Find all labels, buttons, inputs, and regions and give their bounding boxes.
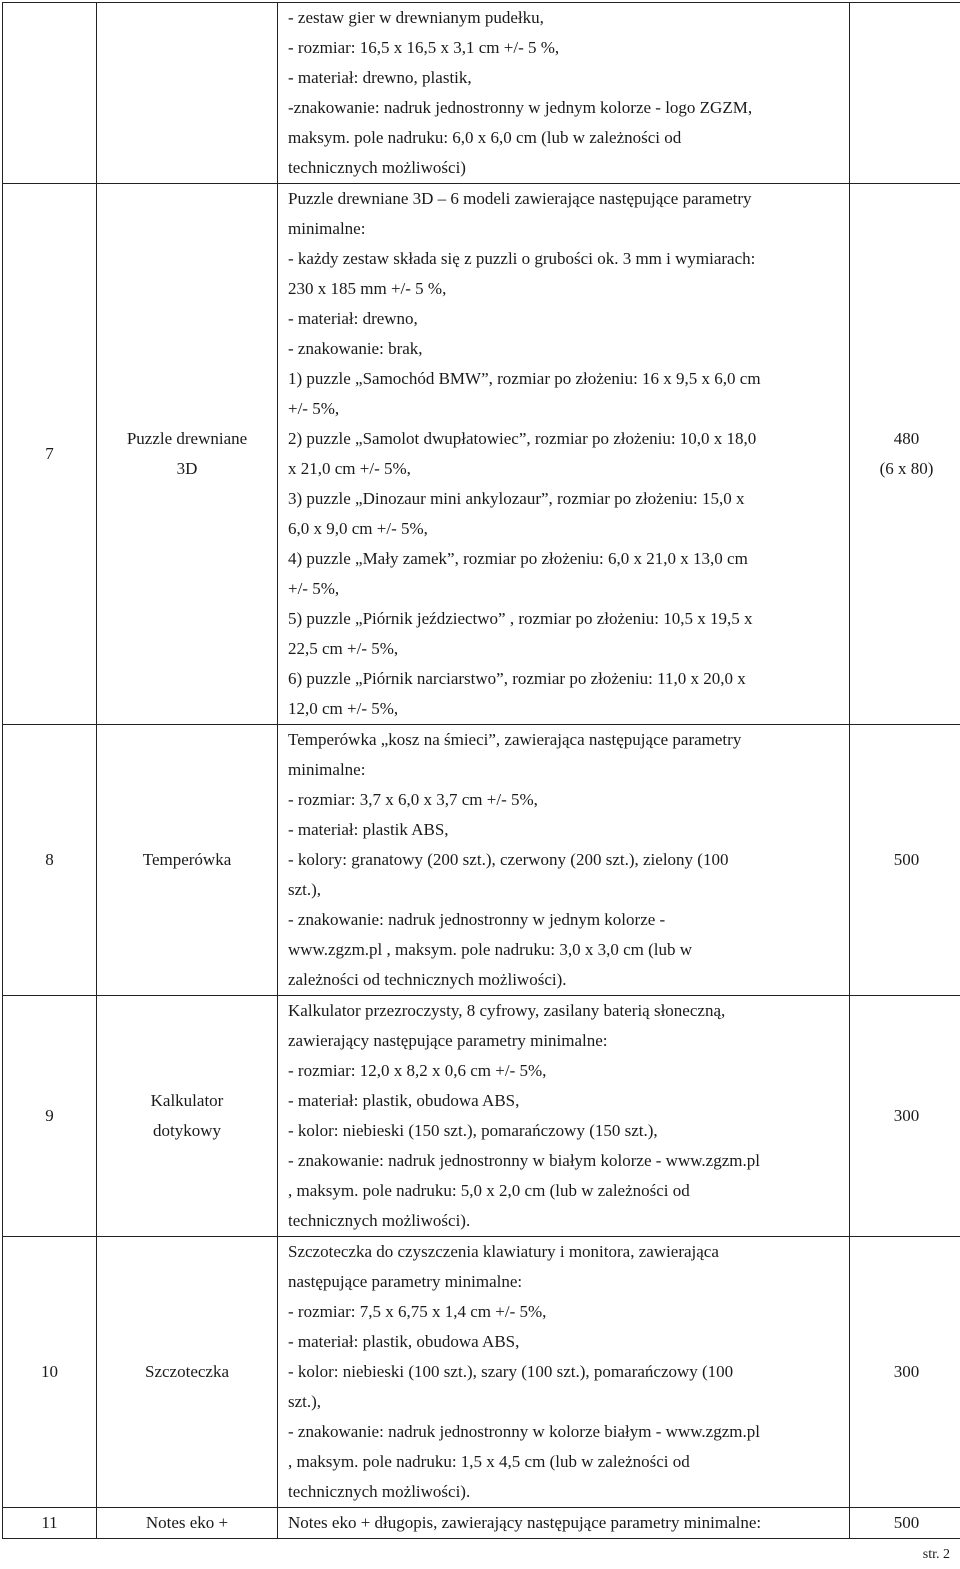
description-line: - zestaw gier w drewnianym pudełku, bbox=[288, 8, 544, 27]
item-name bbox=[97, 725, 278, 996]
item-name bbox=[97, 1237, 278, 1508]
quantity-line: 300 bbox=[893, 1106, 920, 1125]
description-line: szt.), bbox=[288, 880, 322, 899]
table-row bbox=[3, 725, 960, 996]
description-line: - rozmiar: 12,0 x 8,2 x 0,6 cm +/- 5%, bbox=[288, 1061, 547, 1080]
description-line: Puzzle drewniane 3D – 6 modeli zawierające następujące parametry bbox=[288, 189, 752, 208]
description-line: technicznych możliwości) bbox=[288, 158, 466, 177]
description-line: - kolor: niebieski (150 szt.), pomarańczowy (150 szt.), bbox=[288, 1121, 658, 1140]
description-line: maksym. pole nadruku: 6,0 x 6,0 cm (lub w zależności od bbox=[288, 128, 682, 147]
description-line: - materiał: plastik, obudowa ABS, bbox=[288, 1091, 520, 1110]
description-line: 6,0 x 9,0 cm +/- 5%, bbox=[288, 519, 428, 538]
description-line: - materiał: drewno, plastik, bbox=[288, 68, 472, 87]
description-line: - znakowanie: nadruk jednostronny w jednym kolorze - bbox=[288, 910, 666, 929]
item-number bbox=[3, 3, 97, 184]
description-line: 12,0 cm +/- 5%, bbox=[288, 699, 399, 718]
description-line: Kalkulator przezroczysty, 8 cyfrowy, zasilany baterią słoneczną, bbox=[288, 1001, 726, 1020]
item-description bbox=[278, 1237, 850, 1508]
description-line: - materiał: drewno, bbox=[288, 309, 418, 328]
table-row bbox=[3, 996, 960, 1237]
item-name bbox=[97, 3, 278, 184]
description-line: -znakowanie: nadruk jednostronny w jednym kolorze - logo ZGZM, bbox=[288, 98, 753, 117]
description-line: - materiał: plastik, obudowa ABS, bbox=[288, 1332, 520, 1351]
item-name-line: dotykowy bbox=[153, 1121, 221, 1140]
description-line: 1) puzzle „Samochód BMW”, rozmiar po złożeniu: 16 x 9,5 x 6,0 cm bbox=[288, 369, 761, 388]
description-line: - znakowanie: nadruk jednostronny w białym kolorze - www.zgzm.pl bbox=[288, 1151, 760, 1170]
description-line: - rozmiar: 16,5 x 16,5 x 3,1 cm +/- 5 %, bbox=[288, 38, 560, 57]
description-line: zależności od technicznych możliwości). bbox=[288, 970, 567, 989]
item-name-line: Notes eko + bbox=[145, 1513, 229, 1532]
description-line: Szczoteczka do czyszczenia klawiatury i monitora, zawierająca bbox=[288, 1242, 719, 1261]
item-description bbox=[278, 184, 850, 725]
description-line: www.zgzm.pl , maksym. pole nadruku: 3,0 x 3,0 cm (lub w bbox=[288, 940, 692, 959]
description-line: 5) puzzle „Piórnik jeździectwo” , rozmiar po złożeniu: 10,5 x 19,5 x bbox=[288, 609, 753, 628]
description-line: x 21,0 cm +/- 5%, bbox=[288, 459, 411, 478]
item-name-line: Puzzle drewniane bbox=[126, 429, 248, 448]
quantity-line: 500 bbox=[893, 1513, 920, 1532]
item-name bbox=[97, 996, 278, 1237]
description-line: - każdy zestaw składa się z puzzli o grubości ok. 3 mm i wymiarach: bbox=[288, 249, 756, 268]
table-row bbox=[3, 184, 960, 725]
description-line: 2) puzzle „Samolot dwupłatowiec”, rozmiar po złożeniu: 10,0 x 18,0 bbox=[288, 429, 757, 448]
item-number: 11 bbox=[3, 1508, 97, 1539]
description-line: , maksym. pole nadruku: 5,0 x 2,0 cm (lub w zależności od bbox=[288, 1181, 690, 1200]
description-line: minimalne: bbox=[288, 219, 366, 238]
description-line: Notes eko + długopis, zawierający następujące parametry minimalne: bbox=[288, 1513, 762, 1532]
description-line: 230 x 185 mm +/- 5 %, bbox=[288, 279, 447, 298]
description-line: - materiał: plastik ABS, bbox=[288, 820, 449, 839]
description-line: +/- 5%, bbox=[288, 579, 340, 598]
table-row bbox=[3, 1237, 960, 1508]
item-description bbox=[278, 1508, 850, 1539]
description-line: Temperówka „kosz na śmieci”, zawierająca następujące parametry bbox=[288, 730, 742, 749]
description-line: 6) puzzle „Piórnik narciarstwo”, rozmiar po złożeniu: 11,0 x 20,0 x bbox=[288, 669, 746, 688]
quantity-line: 480 bbox=[893, 429, 920, 448]
item-quantity bbox=[850, 996, 960, 1237]
item-number: 7 bbox=[3, 184, 97, 725]
item-name bbox=[97, 184, 278, 725]
specification-table bbox=[2, 2, 960, 1539]
page-number: str. 2 bbox=[922, 1547, 950, 1562]
description-line: następujące parametry minimalne: bbox=[288, 1272, 523, 1291]
description-line: - kolory: granatowy (200 szt.), czerwony (200 szt.), zielony (100 bbox=[288, 850, 729, 869]
table-row bbox=[3, 1508, 960, 1539]
item-number: 10 bbox=[3, 1237, 97, 1508]
item-description bbox=[278, 996, 850, 1237]
description-line: 22,5 cm +/- 5%, bbox=[288, 639, 399, 658]
item-name-line: Kalkulator bbox=[150, 1091, 224, 1110]
description-line: - rozmiar: 7,5 x 6,75 x 1,4 cm +/- 5%, bbox=[288, 1302, 547, 1321]
description-line: +/- 5%, bbox=[288, 399, 340, 418]
item-name-line: Szczoteczka bbox=[145, 1362, 229, 1381]
description-line: szt.), bbox=[288, 1392, 322, 1411]
item-quantity bbox=[850, 725, 960, 996]
description-line: technicznych możliwości). bbox=[288, 1211, 471, 1230]
item-number: 8 bbox=[3, 725, 97, 996]
description-line: 3) puzzle „Dinozaur mini ankylozaur”, rozmiar po złożeniu: 15,0 x bbox=[288, 489, 745, 508]
description-line: - rozmiar: 3,7 x 6,0 x 3,7 cm +/- 5%, bbox=[288, 790, 538, 809]
quantity-line: (6 x 80) bbox=[879, 459, 934, 478]
description-line: minimalne: bbox=[288, 760, 366, 779]
item-name-line: Temperówka bbox=[142, 850, 232, 869]
description-line: , maksym. pole nadruku: 1,5 x 4,5 cm (lub w zależności od bbox=[288, 1452, 690, 1471]
item-name bbox=[97, 1508, 278, 1539]
table-row bbox=[3, 3, 960, 184]
quantity-line: 300 bbox=[893, 1362, 920, 1381]
item-number: 9 bbox=[3, 996, 97, 1237]
item-name-line: 3D bbox=[176, 459, 198, 478]
description-line: technicznych możliwości). bbox=[288, 1482, 471, 1501]
description-line: - znakowanie: nadruk jednostronny w kolorze białym - www.zgzm.pl bbox=[288, 1422, 760, 1441]
item-description bbox=[278, 3, 850, 184]
description-line: - kolor: niebieski (100 szt.), szary (100 szt.), pomarańczowy (100 bbox=[288, 1362, 734, 1381]
item-description bbox=[278, 725, 850, 996]
item-quantity bbox=[850, 1237, 960, 1508]
description-line: - znakowanie: brak, bbox=[288, 339, 423, 358]
item-quantity bbox=[850, 184, 960, 725]
item-quantity bbox=[850, 1508, 960, 1539]
description-line: 4) puzzle „Mały zamek”, rozmiar po złożeniu: 6,0 x 21,0 x 13,0 cm bbox=[288, 549, 748, 568]
item-quantity bbox=[850, 3, 960, 184]
quantity-line: 500 bbox=[893, 850, 920, 869]
description-line: zawierający następujące parametry minimalne: bbox=[288, 1031, 608, 1050]
